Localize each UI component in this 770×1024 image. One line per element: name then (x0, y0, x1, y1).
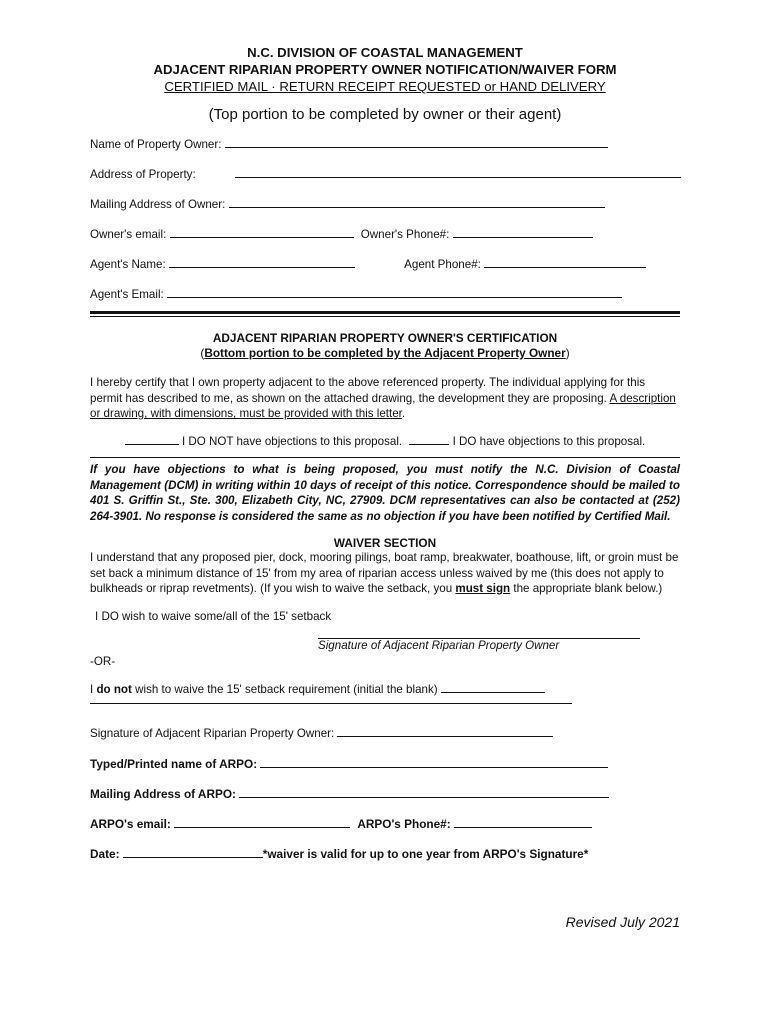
revision-date: Revised July 2021 (565, 914, 680, 930)
top-portion-note: (Top portion to be completed by owner or their agent) (208, 106, 562, 123)
arpo-phone-field[interactable] (454, 827, 592, 828)
arpo-phone-label: ARPO's Phone#: (357, 817, 451, 831)
owner-email-field[interactable] (170, 237, 354, 238)
agent-row (90, 257, 680, 287)
arpo-mailing-field[interactable] (239, 797, 609, 798)
arpo-contact-row (90, 816, 680, 846)
owner-name-row (90, 137, 680, 167)
subtitle-text: Bottom portion to be completed by the Adjacent Property Owner (204, 346, 566, 360)
arpo-signature-field[interactable] (337, 736, 553, 737)
owner-mailing-field[interactable] (229, 207, 605, 208)
owner-email-label: Owner's email: (90, 228, 167, 241)
waiver-body (90, 550, 680, 597)
waive-signature-caption: Signature of Adjacent Riparian Property Owner (318, 639, 560, 652)
do-not-post: wish to waive the 15' setback requirement (initial the blank) (135, 682, 438, 696)
owner-phone-field[interactable] (453, 237, 593, 238)
certification-body-text: I hereby certify that I own property adjacent to the above referenced property. The individual applying for this permit has described to me, as shown on the attached drawing, the development they are proposing. (90, 376, 646, 405)
agent-phone-field[interactable] (484, 267, 646, 268)
arpo-typed-name-row (90, 756, 680, 786)
waiver-body-end: the appropriate blank below.) (513, 582, 663, 595)
subtitle-open: ( (200, 346, 205, 360)
agent-email-label: Agent's Email: (90, 288, 164, 301)
owner-mailing-row (90, 197, 680, 227)
no-objection-blank[interactable] (125, 444, 179, 445)
arpo-date-field[interactable] (123, 857, 263, 858)
arpo-mailing-label: Mailing Address of ARPO: (90, 787, 236, 801)
waive-signature-line[interactable] (318, 624, 640, 639)
form-title: ADJACENT RIPARIAN PROPERTY OWNER NOTIFICATION/WAIVER FORM (153, 62, 617, 77)
delivery-method: CERTIFIED MAIL · RETURN RECEIPT REQUESTED or HAND DELIVERY (164, 79, 606, 94)
must-sign: must sign (455, 582, 511, 595)
arpo-email-label: ARPO's email: (90, 817, 171, 831)
objection-row (90, 434, 680, 450)
arpo-typed-name-field[interactable] (260, 767, 608, 768)
agent-name-label: Agent's Name: (90, 258, 166, 271)
do-not-waive-row (90, 682, 680, 698)
agent-email-field[interactable] (167, 297, 622, 298)
initial-blank[interactable] (441, 692, 545, 693)
arpo-signature-row (90, 726, 680, 756)
arpo-signature-label: Signature of Adjacent Riparian Property Owner: (90, 727, 335, 740)
body-period: . (401, 407, 406, 420)
form-page (90, 44, 680, 876)
section-divider (90, 311, 680, 317)
owner-contact-row (90, 227, 680, 257)
or-separator: -OR- (90, 655, 116, 668)
subtitle-close: ) (565, 346, 570, 360)
objection-warning: If you have objections to what is being proposed, you must notify the N.C. Division of Coastal Management (DCM) in writing within 10 days of receipt of this notice. Correspondence should be mailed to 401 S. Griffin St., Ste. 300, Elizabeth City, NC, 27909. DCM representatives can also be contacted at (252) 264-3901. No response is considered the same as no objection if you have been notified by Certified Mail. (90, 463, 680, 523)
property-address-field[interactable] (235, 177, 681, 178)
waiver-title: WAIVER SECTION (333, 536, 437, 550)
owner-name-label: Name of Property Owner: (90, 138, 222, 151)
arpo-date-row (90, 846, 680, 876)
objection-blank[interactable] (409, 444, 449, 445)
owner-mailing-label: Mailing Address of Owner: (90, 198, 226, 211)
agent-phone-label: Agent Phone#: (404, 258, 481, 271)
waiver-body-text: I understand that any proposed pier, dock, mooring pilings, boat ramp, breakwater, boathouse, lift, or groin must be set back a minimum distance of 15' from my area of riparian access unless waived by me (this does not apply to bulkheads or riprap revetments). (If you wish to waive the setback, you (90, 551, 679, 595)
arpo-email-field[interactable] (174, 827, 350, 828)
do-not-bold: do not (96, 682, 132, 696)
form-title-agency: N.C. DIVISION OF COASTAL MANAGEMENT (247, 45, 523, 60)
no-objection-label: I DO NOT have objections to this proposal. (181, 434, 403, 448)
agent-email-row (90, 287, 680, 307)
certification-title: ADJACENT RIPARIAN PROPERTY OWNER'S CERTIFICATION (212, 331, 558, 345)
property-address-row (90, 167, 680, 197)
do-not-waive-signature-line[interactable] (90, 697, 572, 704)
drawing-requirement: A description or drawing, with dimensions, must be provided with this letter (90, 391, 676, 420)
do-waive-label: I DO wish to waive some/all of the 15' setback (95, 609, 332, 623)
objection-divider (90, 457, 680, 458)
certification-body (90, 375, 680, 422)
arpo-mailing-row (90, 786, 680, 816)
agent-name-field[interactable] (169, 267, 355, 268)
waiver-validity-note: *waiver is valid for up to one year from ARPO's Signature* (262, 847, 589, 861)
owner-phone-label: Owner's Phone#: (360, 228, 450, 241)
objection-label: I DO have objections to this proposal. (452, 434, 646, 448)
arpo-typed-name-label: Typed/Printed name of ARPO: (90, 757, 258, 771)
owner-name-field[interactable] (225, 147, 608, 148)
certification-subtitle (90, 346, 680, 361)
property-address-label: Address of Property: (90, 168, 196, 181)
arpo-date-label: Date: (90, 847, 120, 861)
do-not-pre: I (90, 682, 94, 696)
